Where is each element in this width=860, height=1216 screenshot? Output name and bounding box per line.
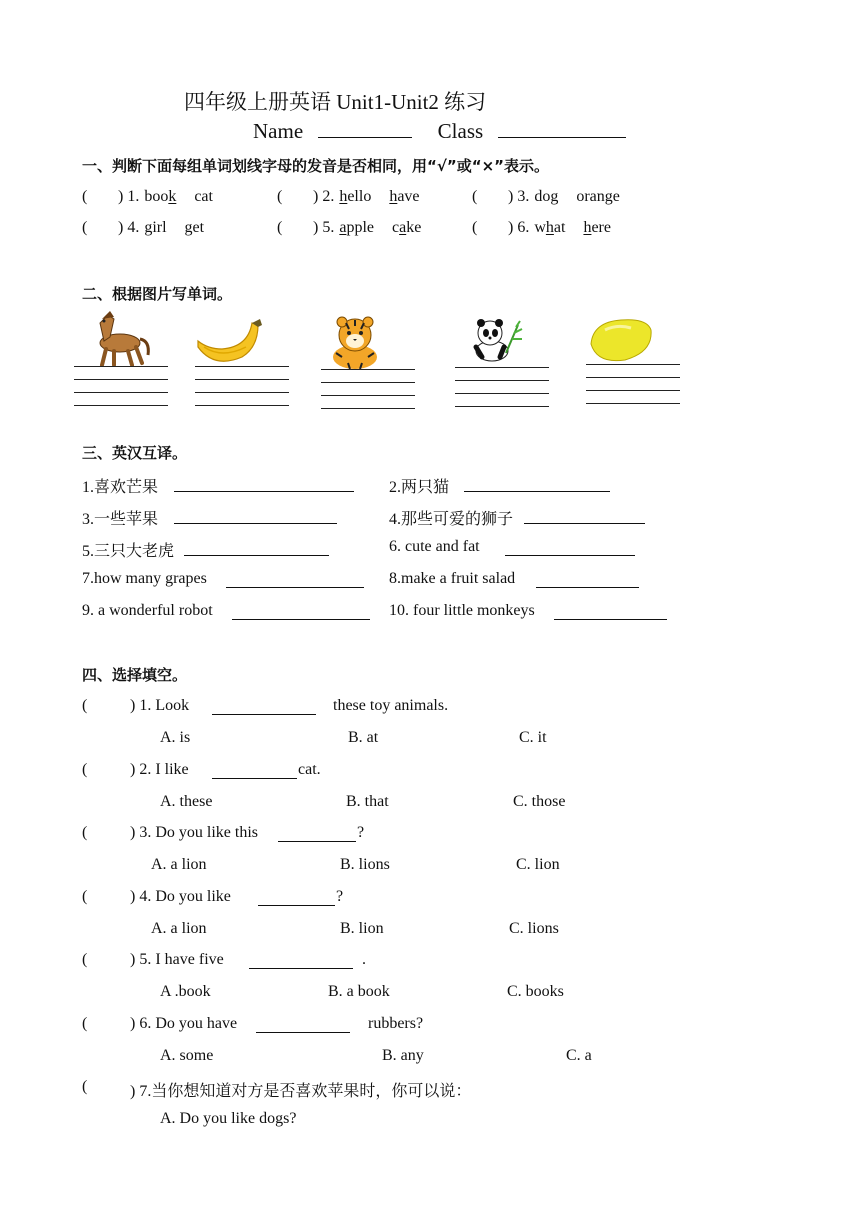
translate-prompt: 6. cute and fat [389, 538, 480, 555]
writing-line[interactable] [195, 405, 289, 406]
option-c[interactable]: C. lion [516, 856, 560, 873]
judge-item [472, 188, 620, 206]
translate-prompt: 1.喜欢芒果 [82, 479, 159, 496]
fill-blank[interactable] [249, 968, 353, 969]
option-a[interactable]: A. is [160, 729, 191, 746]
answer-blank[interactable] [184, 555, 329, 556]
word-1-post: pple [346, 219, 374, 236]
fill-blank[interactable] [278, 841, 356, 842]
writing-line[interactable] [195, 366, 289, 367]
answer-bracket[interactable]: ( [82, 188, 88, 205]
word-2-pre: oran [576, 188, 605, 205]
answer-blank[interactable] [536, 587, 639, 588]
word-2-underlined: a [399, 219, 407, 236]
answer-bracket-close: ) [508, 188, 518, 205]
question-text: ) 1. Look [130, 697, 190, 714]
option-b[interactable]: B. that [346, 793, 389, 810]
answer-blank[interactable] [524, 523, 645, 524]
word-1-post: irl [152, 219, 167, 236]
translate-prompt: 4.那些可爱的狮子 [389, 511, 514, 528]
option-c[interactable]: C. lions [509, 920, 559, 937]
fill-blank[interactable] [256, 1032, 350, 1033]
question-text: ) 6. Do you have [130, 1015, 238, 1032]
word-2-underlined: h [389, 188, 398, 205]
name-class-row [253, 119, 626, 144]
word-2-post: e [612, 188, 620, 205]
writing-line[interactable] [455, 393, 549, 394]
writing-line[interactable] [455, 406, 549, 407]
word-1-underlined: a [339, 219, 347, 236]
answer-bracket-close: ) [118, 188, 128, 205]
writing-line[interactable] [586, 403, 680, 404]
item-number: 1. [127, 188, 140, 205]
option-c[interactable]: C. those [513, 793, 566, 810]
answer-blank[interactable] [226, 587, 364, 588]
word-2 [583, 219, 611, 236]
writing-line[interactable] [74, 405, 168, 406]
answer-bracket[interactable]: ( [82, 888, 88, 905]
question-text: ) 5. I have five [130, 951, 224, 968]
writing-line[interactable] [195, 379, 289, 380]
word-1 [534, 219, 565, 236]
writing-line[interactable] [586, 377, 680, 378]
word-2-post: et [192, 219, 205, 236]
word-1-post: ello [347, 188, 372, 205]
option-b[interactable]: B. lion [340, 920, 384, 937]
answer-bracket-close: ) [508, 219, 518, 236]
option-a[interactable]: A. a lion [151, 920, 207, 937]
answer-blank[interactable] [174, 491, 354, 492]
word-1-underlined: g [550, 188, 559, 205]
word-1-underlined: g [144, 219, 153, 236]
writing-line[interactable] [195, 392, 289, 393]
question-tail: . [362, 951, 366, 968]
item-number: 4. [127, 219, 140, 236]
writing-line[interactable] [455, 380, 549, 381]
option-a[interactable]: A. some [160, 1047, 214, 1064]
word-2 [389, 188, 419, 205]
translate-prompt: 9. a wonderful robot [82, 602, 213, 619]
word-1-pre: do [534, 188, 551, 205]
section3-heading: 三、英汉互译。 [82, 444, 188, 462]
answer-blank[interactable] [232, 619, 370, 620]
answer-blank[interactable] [464, 491, 610, 492]
translate-prompt: 2.两只猫 [389, 479, 450, 496]
tiger-image [326, 313, 384, 371]
option-a[interactable]: A. Do you like dogs? [160, 1110, 297, 1127]
question-tail: rubbers? [368, 1015, 424, 1032]
option-c[interactable]: C. books [507, 983, 564, 1000]
word-1-underlined: h [339, 188, 348, 205]
writing-line[interactable] [74, 366, 168, 367]
judge-item [82, 188, 213, 206]
fill-blank[interactable] [258, 905, 335, 906]
option-b[interactable]: B. any [382, 1047, 424, 1064]
writing-line[interactable] [321, 395, 415, 396]
class-label: Class [437, 119, 484, 143]
class-blank[interactable] [498, 123, 626, 138]
name-label: Name [253, 119, 304, 143]
question-text: ) 3. Do you like this [130, 824, 258, 841]
fill-blank[interactable] [212, 778, 297, 779]
item-number: 5. [322, 219, 335, 236]
option-a[interactable]: A .book [160, 983, 211, 1000]
answer-bracket-close: ) [313, 188, 323, 205]
answer-blank[interactable] [174, 523, 337, 524]
word-2-post: ere [591, 219, 611, 236]
question-text: ) 2. I like [130, 761, 189, 778]
question-tail: cat. [298, 761, 321, 778]
answer-bracket[interactable]: ( [472, 188, 478, 205]
word-2-post: ave [397, 188, 420, 205]
answer-bracket[interactable]: ( [82, 1015, 88, 1032]
word-2 [576, 188, 620, 205]
writing-line[interactable] [586, 390, 680, 391]
horse-image [90, 307, 152, 369]
page-title: 四年级上册英语 Unit1-Unit2 练习 [184, 90, 487, 114]
question-tail: ? [357, 824, 365, 841]
word-2 [392, 219, 421, 236]
banana-image [192, 317, 268, 367]
word-1 [534, 188, 558, 205]
word-2-underlined: g [184, 219, 193, 236]
fill-blank[interactable] [212, 714, 316, 715]
writing-line[interactable] [74, 392, 168, 393]
name-blank[interactable] [318, 123, 412, 138]
answer-bracket[interactable]: ( [472, 219, 478, 236]
judge-item [472, 219, 611, 237]
writing-line[interactable] [586, 364, 680, 365]
writing-line[interactable] [321, 382, 415, 383]
option-a[interactable]: A. a lion [151, 856, 207, 873]
answer-bracket[interactable]: ( [277, 188, 283, 205]
option-b[interactable]: B. at [348, 729, 379, 746]
panda-image [470, 317, 526, 363]
option-c[interactable]: C. it [519, 729, 547, 746]
answer-blank[interactable] [505, 555, 635, 556]
word-1-underlined: k [168, 188, 177, 205]
section4-heading: 四、选择填空。 [82, 666, 188, 684]
question-text: ) 7.当你想知道对方是否喜欢苹果时，你可以说： [130, 1083, 472, 1100]
answer-bracket[interactable]: ( [82, 951, 88, 968]
word-1-pre: boo [144, 188, 169, 205]
writing-line[interactable] [455, 367, 549, 368]
answer-bracket[interactable]: ( [82, 824, 88, 841]
translate-prompt: 7.how many grapes [82, 570, 207, 587]
word-2 [185, 219, 205, 236]
section1-heading: 一、判断下面每组单词划线字母的发音是否相同，用“√”或“×”表示。 [82, 157, 550, 175]
answer-bracket[interactable]: ( [82, 1078, 88, 1095]
word-2-post: ke [406, 219, 422, 236]
translate-prompt: 8.make a fruit salad [389, 570, 516, 587]
judge-item [82, 219, 204, 237]
question-tail: these toy animals. [333, 697, 449, 714]
word-1-pre: w [534, 219, 546, 236]
translate-prompt: 5.三只大老虎 [82, 543, 175, 560]
writing-line[interactable] [321, 369, 415, 370]
answer-bracket[interactable]: ( [277, 219, 283, 236]
option-b[interactable]: B. lions [340, 856, 390, 873]
translate-prompt: 3.一些苹果 [82, 511, 159, 528]
answer-bracket-close: ) [118, 219, 128, 236]
item-number: 2. [322, 188, 335, 205]
word-1 [144, 188, 176, 205]
option-a[interactable]: A. these [160, 793, 213, 810]
option-b[interactable]: B. a book [328, 983, 390, 1000]
word-2-post: cat [194, 188, 213, 205]
question-tail: ? [336, 888, 344, 905]
writing-line[interactable] [74, 379, 168, 380]
item-number: 6. [517, 219, 530, 236]
option-c[interactable]: C. a [566, 1047, 592, 1064]
writing-line[interactable] [321, 408, 415, 409]
section2-heading: 二、根据图片写单词。 [82, 285, 233, 303]
word-2-underlined: h [583, 219, 592, 236]
word-1-post: at [553, 219, 566, 236]
item-number: 3. [517, 188, 530, 205]
mango-image [587, 316, 655, 364]
judge-item [277, 188, 420, 206]
question-text: ) 4. Do you like [130, 888, 231, 905]
word-2 [194, 188, 213, 205]
answer-blank[interactable] [554, 619, 667, 620]
answer-bracket[interactable]: ( [82, 219, 88, 236]
answer-bracket-close: ) [313, 219, 323, 236]
word-2-pre: c [391, 219, 400, 236]
judge-item [277, 219, 421, 237]
answer-bracket[interactable]: ( [82, 761, 88, 778]
word-1 [339, 219, 374, 236]
translate-prompt: 10. four little monkeys [389, 602, 535, 619]
answer-bracket[interactable]: ( [82, 697, 88, 714]
word-1-underlined: h [545, 219, 554, 236]
word-1 [339, 188, 371, 205]
word-1 [144, 219, 166, 236]
word-2-underlined: g [604, 188, 613, 205]
